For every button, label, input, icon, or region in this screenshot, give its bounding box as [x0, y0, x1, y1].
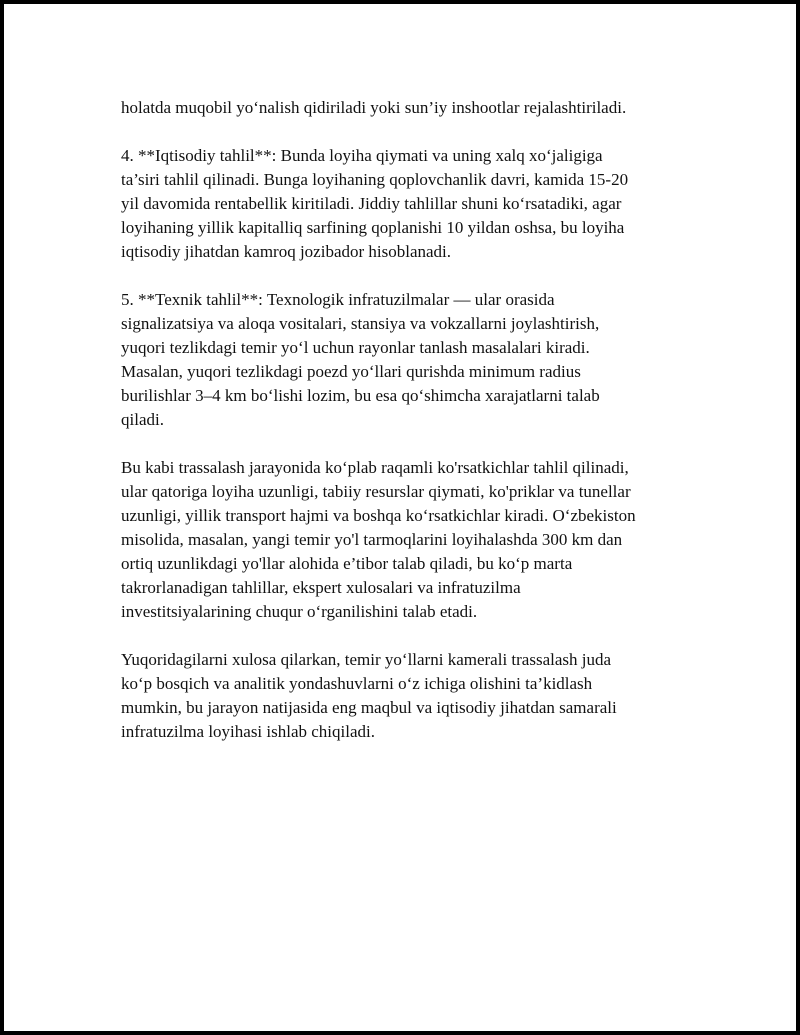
document-body: [121, 96, 693, 768]
paragraph-indicators: Bu kabi trassalash jarayonida ko‘plab raqamli ko'rsatkichlar tahlil qilinadi, ular qatoriga loyiha uzunligi, tabiiy resurslar qiymati, ko'priklar va tunellar uzunligi, yillik transport hajmi va boshqa ko‘rsatkichlar kiradi. O‘zbekiston misolida, masalan, yangi temir yo'l tarmoqlarini loyihalashda 300 km dan ortiq uzunlikdagi yo'llar alohida e’tibor talab qiladi, bu ko‘p marta takrorlanadigan tahlillar, ekspert xulosalari va infratuzilma investitsiyalarining chuqur o‘rganilishini talab etadi.: [121, 458, 636, 621]
paragraph-economic-analysis: 4. **Iqtisodiy tahlil**: Bunda loyiha qiymati va uning xalq xo‘jaligiga ta’siri tahlil qilinadi. Bunga loyihaning qoplovchanlik davri, kamida 15-20 yil davomida rentabellik kiritiladi. Jiddiy tahlillar shuni ko‘rsatadiki, agar loyihaning yillik kapitalliq sarfining qoplanishi 10 yildan oshsa, bu loyiha iqtisodiy jihatdan kamroq jozibador hisoblanadi.: [121, 146, 629, 261]
paragraph-conclusion: Yuqoridagilarni xulosa qilarkan, temir yo‘llarni kamerali trassalash juda ko‘p bosqich va analitik yondashuvlarni o‘z ichiga olishini ta’kidlash mumkin, bu jarayon natijasida eng maqbul va iqtisodiy jihatdan samarali infratuzilma loyihasi ishlab chiqiladi.: [121, 650, 617, 741]
paragraph-technical-analysis: 5. **Texnik tahlil**: Texnologik infratuzilmalar — ular orasida signalizatsiya va aloqa vositalari, stansiya va vokzallarni joylashtirish, yuqori tezlikdagi temir yo‘l uchun rayonlar tanlash masalalari kiradi. Masalan, yuqori tezlikdagi poezd yo‘llari qurishda minimum radius burilishlar 3–4 km bo‘lishi lozim, bu esa qo‘shimcha xarajatlarni talab qiladi.: [121, 290, 600, 429]
paragraph-continuation: holatda muqobil yo‘nalish qidiriladi yoki sun’iy inshootlar rejalashtiriladi.: [121, 98, 627, 117]
